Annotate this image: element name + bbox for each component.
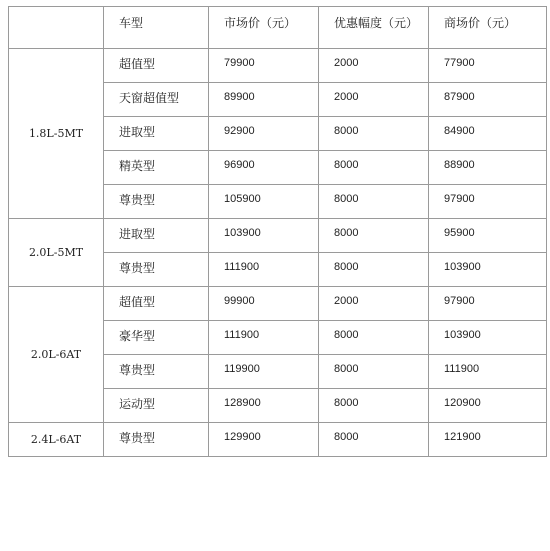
discount-cell: 8000 [319, 117, 429, 151]
market-price-cell: 128900 [209, 389, 319, 423]
trim-cell: 天窗超值型 [104, 83, 209, 117]
discount-cell: 8000 [319, 151, 429, 185]
trim-cell: 尊贵型 [104, 185, 209, 219]
table-body [9, 49, 547, 457]
market-price-cell: 111900 [209, 321, 319, 355]
trim-cell: 尊贵型 [104, 355, 209, 389]
trim-cell: 尊贵型 [104, 253, 209, 287]
market-price-cell: 111900 [209, 253, 319, 287]
header-engine [9, 7, 104, 49]
trim-cell: 尊贵型 [104, 423, 209, 457]
discount-cell: 8000 [319, 423, 429, 457]
mall-price-cell: 87900 [429, 83, 547, 117]
market-price-cell: 105900 [209, 185, 319, 219]
price-table [8, 6, 547, 457]
mall-price-cell: 103900 [429, 253, 547, 287]
discount-cell: 2000 [319, 287, 429, 321]
discount-cell: 2000 [319, 83, 429, 117]
trim-cell: 运动型 [104, 389, 209, 423]
discount-cell: 8000 [319, 389, 429, 423]
discount-cell: 8000 [319, 219, 429, 253]
mall-price-cell: 121900 [429, 423, 547, 457]
table-row [9, 287, 547, 321]
market-price-cell: 96900 [209, 151, 319, 185]
mall-price-cell: 95900 [429, 219, 547, 253]
market-price-cell: 79900 [209, 49, 319, 83]
market-price-cell: 99900 [209, 287, 319, 321]
table-row [9, 219, 547, 253]
trim-cell: 精英型 [104, 151, 209, 185]
discount-cell: 8000 [319, 321, 429, 355]
mall-price-cell: 88900 [429, 151, 547, 185]
header-market-price: 市场价（元） [209, 7, 319, 49]
discount-cell: 8000 [319, 355, 429, 389]
header-row [9, 7, 547, 49]
engine-cell: 2.4L-6AT [9, 423, 104, 457]
table-row [9, 423, 547, 457]
market-price-cell: 119900 [209, 355, 319, 389]
market-price-cell: 92900 [209, 117, 319, 151]
mall-price-cell: 97900 [429, 287, 547, 321]
engine-cell: 2.0L-6AT [9, 287, 104, 423]
mall-price-cell: 84900 [429, 117, 547, 151]
mall-price-cell: 97900 [429, 185, 547, 219]
engine-cell: 2.0L-5MT [9, 219, 104, 287]
mall-price-cell: 111900 [429, 355, 547, 389]
mall-price-cell: 103900 [429, 321, 547, 355]
mall-price-cell: 77900 [429, 49, 547, 83]
header-trim: 车型 [104, 7, 209, 49]
trim-cell: 超值型 [104, 287, 209, 321]
discount-cell: 2000 [319, 49, 429, 83]
market-price-cell: 89900 [209, 83, 319, 117]
trim-cell: 进取型 [104, 219, 209, 253]
discount-cell: 8000 [319, 185, 429, 219]
table-row [9, 49, 547, 83]
discount-cell: 8000 [319, 253, 429, 287]
header-mall-price: 商场价（元） [429, 7, 547, 49]
trim-cell: 超值型 [104, 49, 209, 83]
engine-cell: 1.8L-5MT [9, 49, 104, 219]
market-price-cell: 103900 [209, 219, 319, 253]
mall-price-cell: 120900 [429, 389, 547, 423]
trim-cell: 豪华型 [104, 321, 209, 355]
trim-cell: 进取型 [104, 117, 209, 151]
market-price-cell: 129900 [209, 423, 319, 457]
header-discount: 优惠幅度（元） [319, 7, 429, 49]
